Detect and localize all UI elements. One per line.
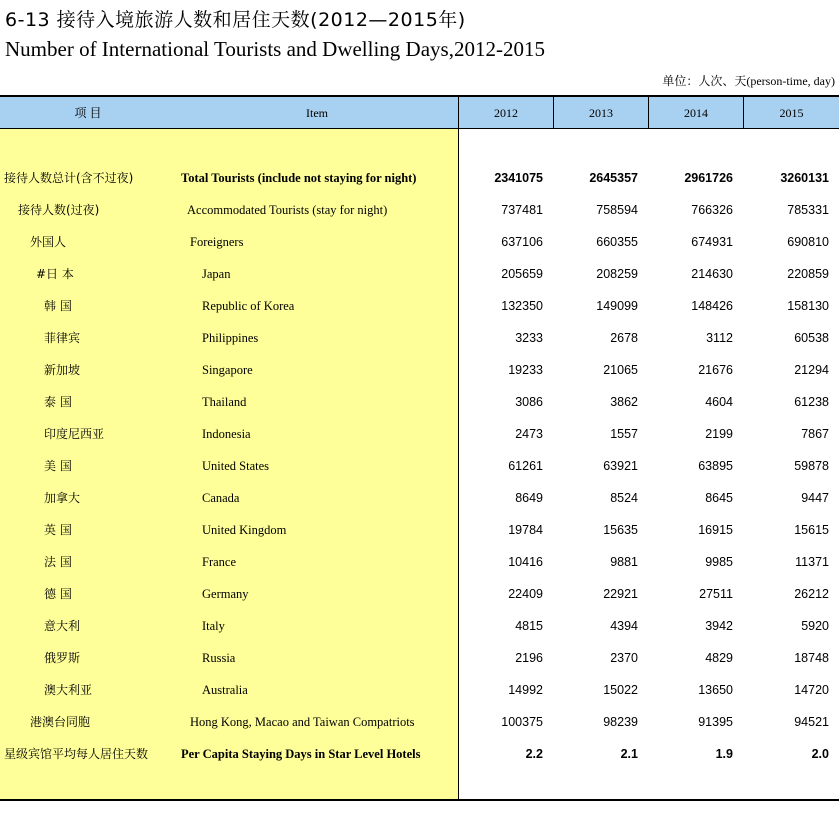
cell-value-2012: 19784	[508, 523, 543, 537]
cell-value-2012: 61261	[508, 459, 543, 473]
cell-value-2014: 3942	[705, 619, 733, 633]
cell-value-2013: 15635	[603, 523, 638, 537]
cell-value-2014: 27511	[699, 587, 733, 601]
cell-value-2015: 220859	[787, 267, 829, 281]
cell-value-2013: 2370	[610, 651, 638, 665]
row-label-chinese: 俄罗斯	[44, 651, 81, 665]
cell-value-2012: 100375	[501, 715, 543, 729]
table-row	[0, 194, 839, 226]
row-label-chinese: 法 国	[44, 555, 72, 569]
row-label-english: Per Capita Staying Days in Star Level Hotels	[181, 747, 421, 761]
table-row	[0, 386, 839, 418]
cell-value-2014: 4604	[705, 395, 733, 409]
row-label-english: Singapore	[202, 363, 253, 377]
cell-value-2015: 11371	[795, 555, 829, 569]
cell-value-2013: 63921	[603, 459, 638, 473]
cell-value-2015: 5920	[801, 619, 829, 633]
cell-value-2012: 132350	[501, 299, 543, 313]
cell-value-2015: 61238	[794, 395, 829, 409]
cell-value-2015: 785331	[787, 203, 829, 217]
cell-value-2012: 737481	[501, 203, 543, 217]
row-label-chinese: 意大利	[44, 619, 81, 633]
table-title-english: Number of International Tourists and Dwelling Days,2012-2015	[5, 37, 545, 61]
cell-value-2014: 91395	[698, 715, 733, 729]
cell-value-2012: 14992	[508, 683, 543, 697]
cell-value-2014: 21676	[698, 363, 733, 377]
cell-value-2013: 660355	[596, 235, 638, 249]
cell-value-2014: 63895	[698, 459, 733, 473]
table-bottom-rule	[0, 799, 839, 801]
row-label-chinese: 泰 国	[44, 395, 72, 409]
header-year-2015: 2015	[779, 106, 804, 120]
table-row	[0, 610, 839, 642]
row-label-chinese: 印度尼西亚	[44, 427, 105, 441]
cell-value-2013: 208259	[596, 267, 638, 281]
cell-value-2014: 16915	[698, 523, 733, 537]
cell-value-2013: 3862	[610, 395, 638, 409]
header-item-english: Item	[306, 106, 328, 120]
row-label-chinese: #日 本	[36, 267, 74, 281]
cell-value-2014: 4829	[705, 651, 733, 665]
table-header	[0, 95, 839, 129]
row-label-english: Thailand	[202, 395, 247, 409]
cell-value-2014: 2199	[705, 427, 733, 441]
cell-value-2013: 4394	[610, 619, 638, 633]
cell-value-2012: 19233	[508, 363, 543, 377]
cell-value-2014: 3112	[706, 331, 733, 345]
cell-value-2015: 3260131	[780, 171, 829, 185]
row-label-chinese: 菲律宾	[44, 331, 81, 345]
table-row	[0, 738, 839, 770]
row-label-english: United States	[202, 459, 270, 473]
cell-value-2012: 3233	[515, 331, 543, 345]
cell-value-2015: 94521	[794, 715, 829, 729]
unit-label: 单位：人次、天(person-time, day)	[662, 74, 835, 88]
cell-value-2012: 4815	[515, 619, 543, 633]
header-year-2012: 2012	[494, 106, 518, 120]
cell-value-2014: 214630	[691, 267, 733, 281]
row-label-english: Indonesia	[202, 427, 251, 441]
cell-value-2015: 158130	[787, 299, 829, 313]
cell-value-2013: 8524	[610, 491, 638, 505]
row-label-english: Germany	[202, 587, 249, 601]
table-row	[0, 674, 839, 706]
row-label-english: Republic of Korea	[202, 299, 295, 313]
row-label-english: Italy	[202, 619, 225, 633]
row-label-english: Accommodated Tourists (stay for night)	[187, 203, 388, 217]
table-row	[0, 162, 839, 194]
row-label-english: France	[202, 555, 237, 569]
row-label-chinese: 接待人数总计(含不过夜)	[4, 171, 134, 185]
row-label-english: Japan	[202, 267, 231, 281]
row-label-english: Russia	[202, 651, 236, 665]
cell-value-2013: 15022	[603, 683, 638, 697]
cell-value-2015: 26212	[794, 587, 829, 601]
cell-value-2013: 2.1	[620, 747, 638, 761]
cell-value-2013: 1557	[610, 427, 638, 441]
row-label-chinese: 新加坡	[44, 363, 81, 377]
header-year-2013: 2013	[589, 106, 613, 120]
table-row	[0, 482, 839, 514]
row-label-chinese: 美 国	[44, 459, 72, 473]
row-label-chinese: 德 国	[44, 587, 72, 601]
table-row	[0, 418, 839, 450]
row-label-chinese: 澳大利亚	[44, 683, 93, 697]
row-label-chinese: 韩 国	[44, 299, 72, 313]
cell-value-2015: 690810	[787, 235, 829, 249]
cell-value-2014: 8645	[705, 491, 733, 505]
cell-value-2015: 15615	[794, 523, 829, 537]
cell-value-2013: 9881	[610, 555, 638, 569]
row-label-english: Hong Kong, Macao and Taiwan Compatriots	[190, 715, 415, 729]
table-row	[0, 290, 839, 322]
cell-value-2012: 2196	[515, 651, 543, 665]
cell-value-2013: 22921	[603, 587, 638, 601]
row-label-english: Philippines	[202, 331, 259, 345]
cell-value-2012: 2473	[515, 427, 543, 441]
cell-value-2014: 13650	[698, 683, 733, 697]
table-row	[0, 354, 839, 386]
row-label-chinese: 英 国	[44, 523, 72, 537]
cell-value-2014: 766326	[691, 203, 733, 217]
cell-value-2012: 3086	[515, 395, 543, 409]
row-label-english: Canada	[202, 491, 240, 505]
cell-value-2012: 205659	[501, 267, 543, 281]
cell-value-2012: 8649	[515, 491, 543, 505]
cell-value-2015: 59878	[794, 459, 829, 473]
row-label-chinese: 港澳台同胞	[30, 715, 91, 729]
table-row	[0, 546, 839, 578]
cell-value-2012: 10416	[508, 555, 543, 569]
row-label-chinese: 外国人	[30, 235, 67, 249]
cell-value-2013: 149099	[596, 299, 638, 313]
cell-value-2014: 2961726	[684, 171, 733, 185]
cell-value-2015: 21294	[794, 363, 829, 377]
row-label-chinese: 加拿大	[44, 491, 81, 505]
header-item-chinese: 项 目	[74, 106, 102, 120]
cell-value-2013: 758594	[596, 203, 638, 217]
cell-value-2015: 18748	[794, 651, 829, 665]
row-label-english: Total Tourists (include not staying for night)	[181, 171, 417, 185]
cell-value-2012: 2.2	[525, 747, 543, 761]
cell-value-2012: 637106	[501, 235, 543, 249]
cell-value-2013: 98239	[603, 715, 638, 729]
cell-value-2012: 2341075	[494, 171, 543, 185]
row-label-english: United Kingdom	[202, 523, 287, 537]
cell-value-2013: 21065	[603, 363, 638, 377]
cell-value-2014: 9985	[705, 555, 733, 569]
header-year-2014: 2014	[684, 106, 708, 120]
row-label-english: Foreigners	[190, 235, 244, 249]
table-row	[0, 706, 839, 738]
cell-value-2013: 2678	[610, 331, 638, 345]
cell-value-2014: 148426	[691, 299, 733, 313]
cell-value-2015: 14720	[794, 683, 829, 697]
cell-value-2015: 60538	[794, 331, 829, 345]
row-label-english: Australia	[202, 683, 248, 697]
table-row	[0, 578, 839, 610]
row-label-chinese: 接待人数(过夜)	[18, 203, 100, 217]
row-label-chinese: 星级宾馆平均每人居住天数	[4, 747, 149, 761]
table-row	[0, 258, 839, 290]
table-row	[0, 322, 839, 354]
table-row	[0, 450, 839, 482]
table-row	[0, 226, 839, 258]
cell-value-2015: 7867	[801, 427, 829, 441]
cell-value-2014: 1.9	[715, 747, 733, 761]
table-row	[0, 642, 839, 674]
table-title-chinese: 6-13 接待入境旅游人数和居住天数(2012—2015年)	[5, 9, 466, 31]
cell-value-2012: 22409	[508, 587, 543, 601]
cell-value-2013: 2645357	[589, 171, 638, 185]
cell-value-2015: 9447	[801, 491, 829, 505]
cell-value-2014: 674931	[691, 235, 733, 249]
table-row	[0, 514, 839, 546]
cell-value-2015: 2.0	[811, 747, 829, 761]
